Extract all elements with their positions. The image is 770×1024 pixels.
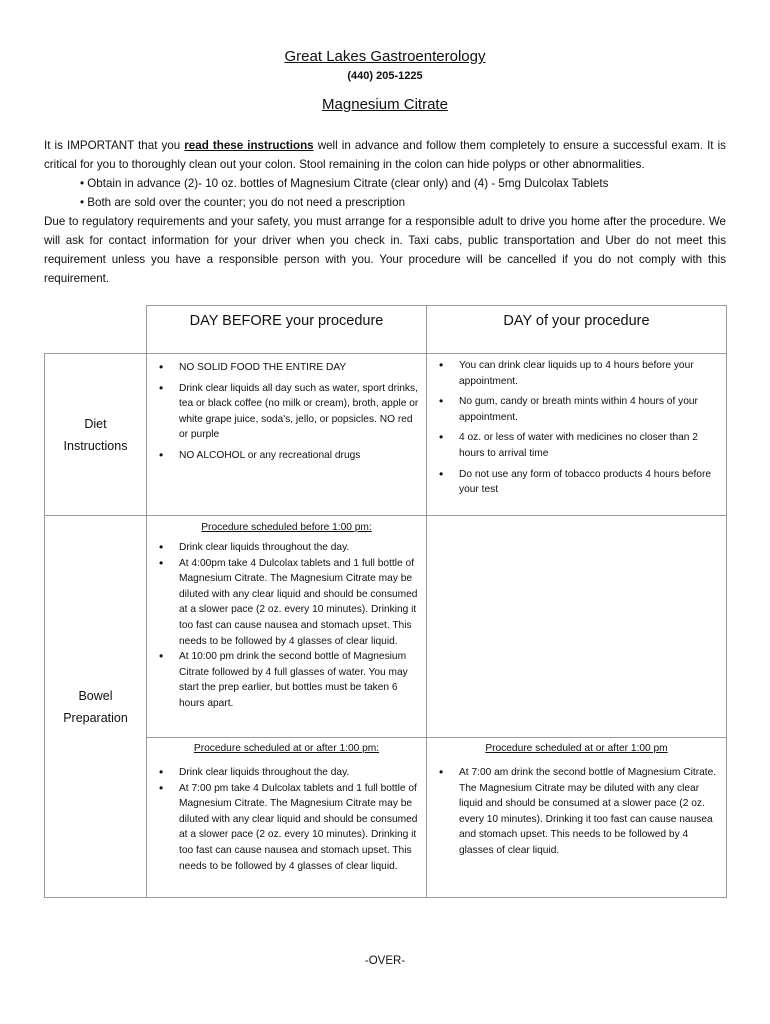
- bowel-before1-cell: [147, 516, 427, 738]
- list-item: • You can drink clear liquids up to 4 hours before your appointment.: [459, 358, 720, 389]
- document-title: Magnesium Citrate: [322, 96, 448, 113]
- diet-label: Diet Instructions: [45, 354, 147, 516]
- bowel-before2-list: [147, 765, 426, 874]
- diet-before-cell: [147, 354, 427, 516]
- diet-row: [45, 354, 727, 516]
- list-item: • At 7:00 am drink the second bottle of Magnesium Citrate. The Magnesium Citrate may be diluted with any clear liquid and should be consumed at a slower pace (2 oz. every 10 minutes). Drinking it too fast can cause nausea and stomach upset. This needs to be followed by 4 glasses of clear liquid.: [459, 765, 720, 859]
- intro-paragraph-1: [44, 136, 726, 174]
- bowel-before2-cell: [147, 738, 427, 898]
- bowel-row-2: [45, 738, 727, 898]
- bowel-dayof2-heading: Procedure scheduled at or after 1:00 pm: [485, 743, 668, 754]
- org-name: Great Lakes Gastroenterology: [284, 48, 486, 65]
- list-item: • NO ALCOHOL or any recreational drugs: [179, 448, 420, 464]
- diet-dayof-list: [427, 358, 726, 498]
- emphasis-text: read these instructions: [184, 139, 314, 152]
- intro-paragraph-2: Due to regulatory requirements and your safety, you must arrange for a responsible adult to drive you home after the procedure. We will ask for contact information for your driver when you check in. Taxi cabs, public transportation and Uber do not meet this requirement unless you have a responsible person with you. Your procedure will be cancelled if you do not comply with this requirement.: [44, 215, 726, 285]
- empty-corner-cell: [45, 306, 147, 354]
- list-item: • 4 oz. or less of water with medicines no closer than 2 hours to arrival time: [459, 430, 720, 461]
- table-header-row: [45, 306, 727, 354]
- instructions-table: [44, 305, 727, 898]
- list-item: • No gum, candy or breath mints within 4 hours of your appointment.: [459, 394, 720, 425]
- day-of-header: DAY of your procedure: [427, 306, 727, 354]
- list-item: • Drink clear liquids throughout the day.: [179, 765, 420, 781]
- list-item: • At 10:00 pm drink the second bottle of Magnesium Citrate followed by 4 full glasses of water. You may start the prep earlier, but bottles must be taken 6 hours apart.: [179, 649, 420, 711]
- intro-section: [44, 136, 726, 288]
- intro-text-rest: well in advance and follow them completely to ensure a successful exam. It is critical for you to thoroughly clean out your colon. Stool remaining in the colon can hide polyps or other abnormalities.: [44, 139, 726, 171]
- bowel-before1-heading: Procedure scheduled before 1:00 pm:: [201, 522, 372, 533]
- bowel-before1-list: [147, 540, 426, 712]
- bowel-row-1: [45, 516, 727, 738]
- intro-bullet-1: • Obtain in advance (2)- 10 oz. bottles of Magnesium Citrate (clear only) and (4) - 5mg Dulcolax Tablets: [80, 177, 609, 190]
- phone-number: (440) 205-1225: [347, 70, 423, 82]
- bowel-label: Bowel Preparation: [45, 516, 147, 898]
- list-item: • Drink clear liquids throughout the day.: [179, 540, 420, 556]
- bowel-dayof1-empty-cell: [427, 516, 727, 738]
- diet-before-list: [147, 360, 426, 464]
- bowel-dayof2-cell: [427, 738, 727, 898]
- list-item: • At 7:00 pm take 4 Dulcolax tablets and 1 full bottle of Magnesium Citrate. The Magnesium Citrate may be diluted with any clear liquid and should be consumed at a slower pace (2 oz. every 10 minutes). Drinking it too fast can cause nausea and stomach upset. This needs to be followed by 4 glasses of clear liquid.: [179, 781, 420, 875]
- bowel-dayof2-list: [427, 765, 726, 859]
- list-item: • Do not use any form of tobacco products 4 hours before your test: [459, 467, 720, 498]
- day-before-header: DAY BEFORE your procedure: [147, 306, 427, 354]
- list-item: • At 4:00pm take 4 Dulcolax tablets and 1 full bottle of Magnesium Citrate. The Magnesium Citrate may be diluted with any clear liquid and should be consumed at a slower pace (2 oz. every 10 minutes). Drinking it too fast can cause nausea and stomach upset. This needs to be followed by 4 glasses of clear liquid.: [179, 556, 420, 650]
- intro-bullet-2: • Both are sold over the counter; you do not need a prescription: [80, 196, 406, 209]
- bowel-before2-heading: Procedure scheduled at or after 1:00 pm:: [193, 743, 380, 754]
- intro-text: It is IMPORTANT that you: [44, 139, 185, 152]
- list-item: • NO SOLID FOOD THE ENTIRE DAY: [179, 360, 420, 376]
- diet-dayof-cell: [427, 354, 727, 516]
- over-indicator: -OVER-: [364, 955, 406, 967]
- list-item: • Drink clear liquids all day such as water, sport drinks, tea or black coffee (no milk or cream), broth, apple or white grape juice, soda's, jello, or popsicles. NO red or purple: [179, 381, 420, 443]
